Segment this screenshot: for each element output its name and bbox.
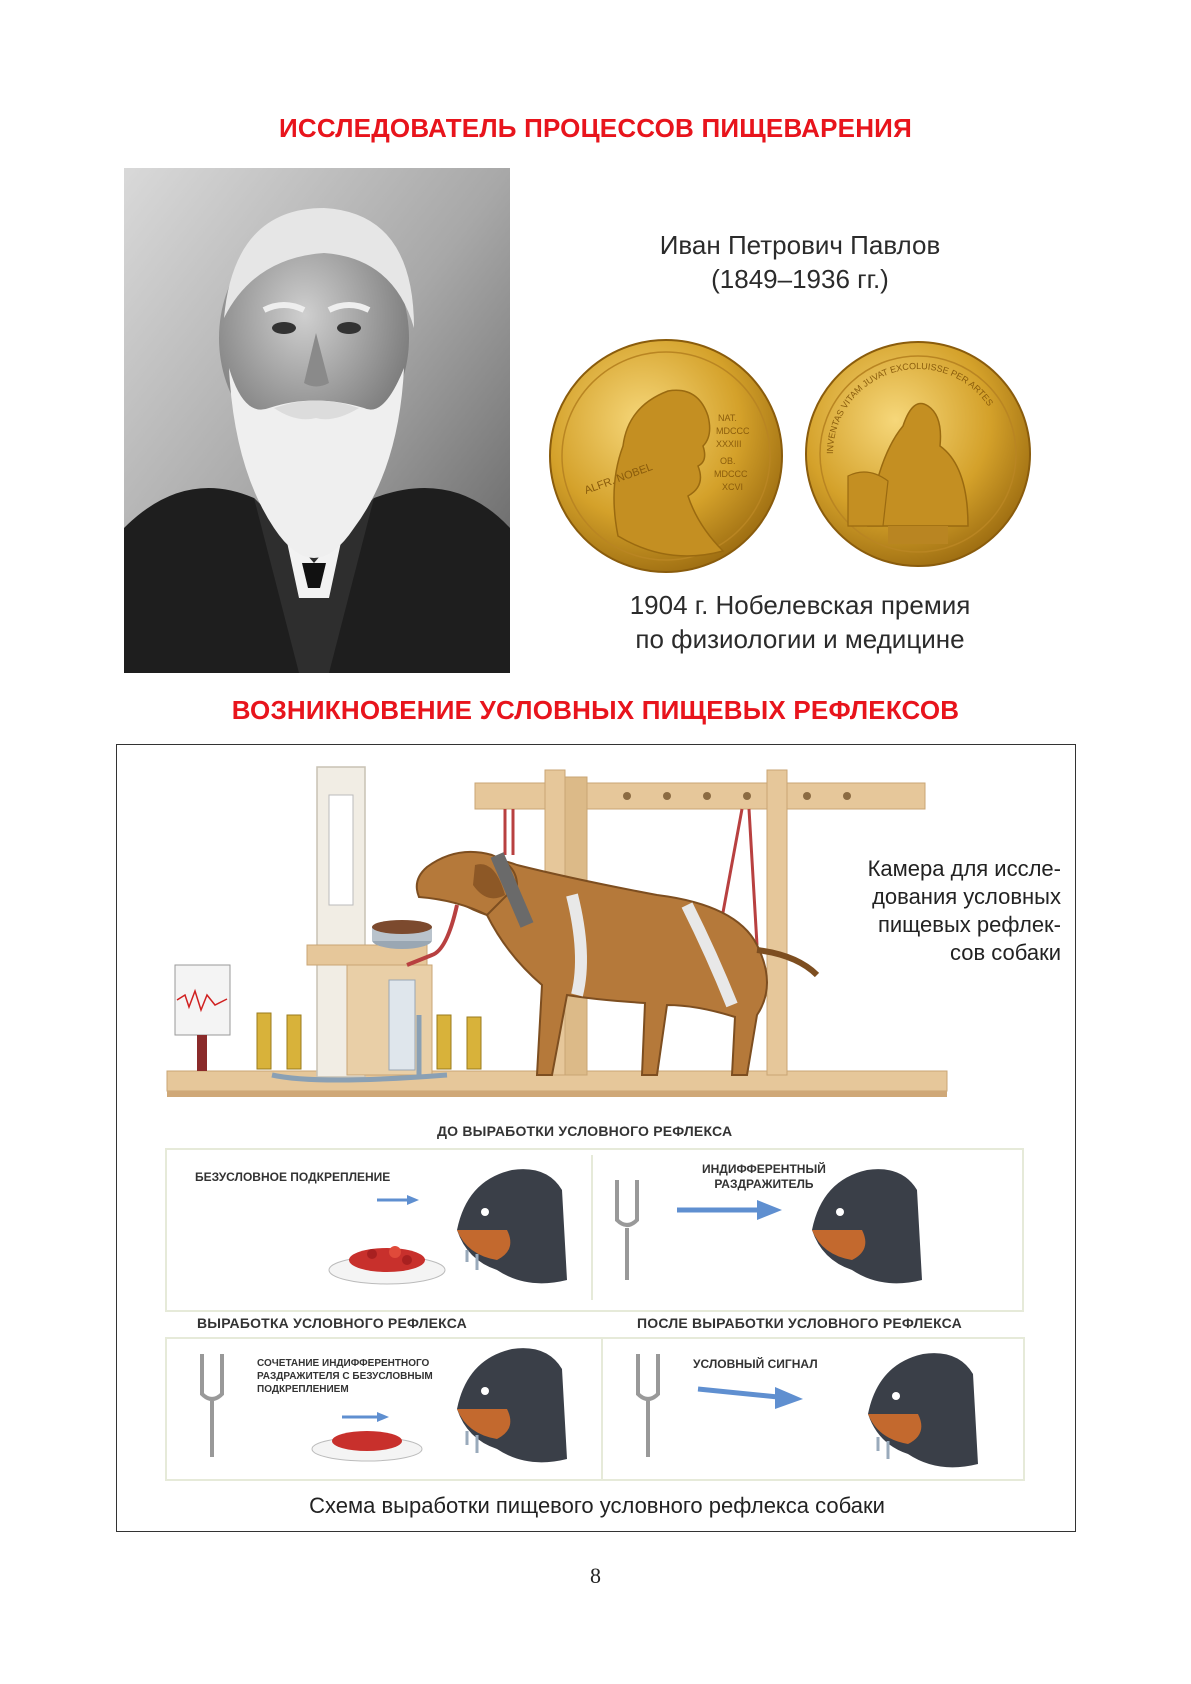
dog-head-icon (457, 1348, 567, 1462)
svg-text:MDCCC: MDCCC (716, 426, 750, 436)
camera-caption-line: Камера для иссле- (867, 856, 1061, 881)
svg-text:OB.: OB. (720, 456, 736, 466)
panel-training (165, 1337, 609, 1481)
tuning-fork-icon (617, 1180, 637, 1280)
scheme-title-after: ПОСЛЕ ВЫРАБОТКИ УСЛОВНОГО РЕФЛЕКСА (637, 1315, 962, 1331)
scheme-caption: Схема выработки пищевого условного рефлекса собаки (309, 1493, 885, 1518)
nobel-medals (548, 336, 1048, 586)
person-info (590, 228, 1010, 296)
scheme-title-before: ДО ВЫРАБОТКИ УСЛОВНОГО РЕФЛЕКСА (437, 1123, 733, 1139)
medal-back (806, 342, 1030, 566)
page-number: 8 (590, 1563, 601, 1588)
portrait-photo (124, 168, 510, 673)
svg-text:ALFR. NOBEL: ALFR. NOBEL (582, 461, 655, 497)
panel-before (165, 1148, 1024, 1312)
svg-text:MDCCC: MDCCC (714, 469, 748, 479)
label-combination-line: РАЗДРАЖИТЕЛЯ С БЕЗУСЛОВНЫМ (257, 1371, 433, 1382)
camera-caption-line: пищевых рефлек- (877, 912, 1061, 937)
label-signal: УСЛОВНЫЙ СИГНАЛ (693, 1357, 818, 1371)
medal-front (550, 340, 782, 572)
label-combination-line: СОЧЕТАНИЕ ИНДИФФЕРЕНТНОГО (257, 1358, 430, 1369)
experiment-frame (116, 744, 1076, 1532)
prize-info (560, 588, 1040, 656)
scheme-title-training: ВЫРАБОТКА УСЛОВНОГО РЕФЛЕКСА (197, 1315, 467, 1331)
panel-after (601, 1337, 1025, 1481)
label-combination-line: ПОДКРЕПЛЕНИЕМ (257, 1384, 349, 1395)
person-name: Иван Петрович Павлов (659, 230, 941, 260)
svg-text:XXXIII: XXXIII (716, 439, 742, 449)
tuning-fork-icon (202, 1354, 222, 1457)
food-plate-icon (312, 1431, 422, 1461)
camera-caption-line: дования условных (872, 884, 1061, 909)
tuning-fork-icon (638, 1354, 658, 1457)
label-indifferent-line: ИНДИФФЕРЕНТНЫЙ (702, 1162, 826, 1176)
camera-caption-line: сов собаки (949, 940, 1061, 965)
dog-head-icon (812, 1169, 922, 1283)
svg-text:INVENTAS VITAM JUVAT EXCOLUISS: INVENTAS VITAM JUVAT EXCOLUISSE PER ARTES (824, 360, 996, 455)
label-unconditioned: БЕЗУСЛОВНОЕ ПОДКРЕПЛЕНИЕ (195, 1170, 391, 1184)
svg-text:XCVI: XCVI (722, 482, 744, 492)
dog-head-icon (457, 1169, 567, 1283)
section-heading-reflexes: ВОЗНИКНОВЕНИЕ УСЛОВНЫХ ПИЩЕВЫХ РЕФЛЕКСОВ (231, 695, 960, 725)
section-heading-digestion: ИССЛЕДОВАТЕЛЬ ПРОЦЕССОВ ПИЩЕВАРЕНИЯ (279, 113, 912, 143)
label-indifferent-line: РАЗДРАЖИТЕЛЬ (714, 1177, 814, 1191)
prize-line-1: 1904 г. Нобелевская премия (629, 590, 971, 620)
camera-caption (821, 855, 1061, 967)
prize-line-2: по физиологии и медицине (635, 624, 965, 654)
svg-text:NAT.: NAT. (718, 413, 737, 423)
food-plate-icon (329, 1246, 445, 1284)
person-years: (1849–1936 гг.) (711, 264, 889, 294)
dog-head-icon (868, 1353, 978, 1467)
